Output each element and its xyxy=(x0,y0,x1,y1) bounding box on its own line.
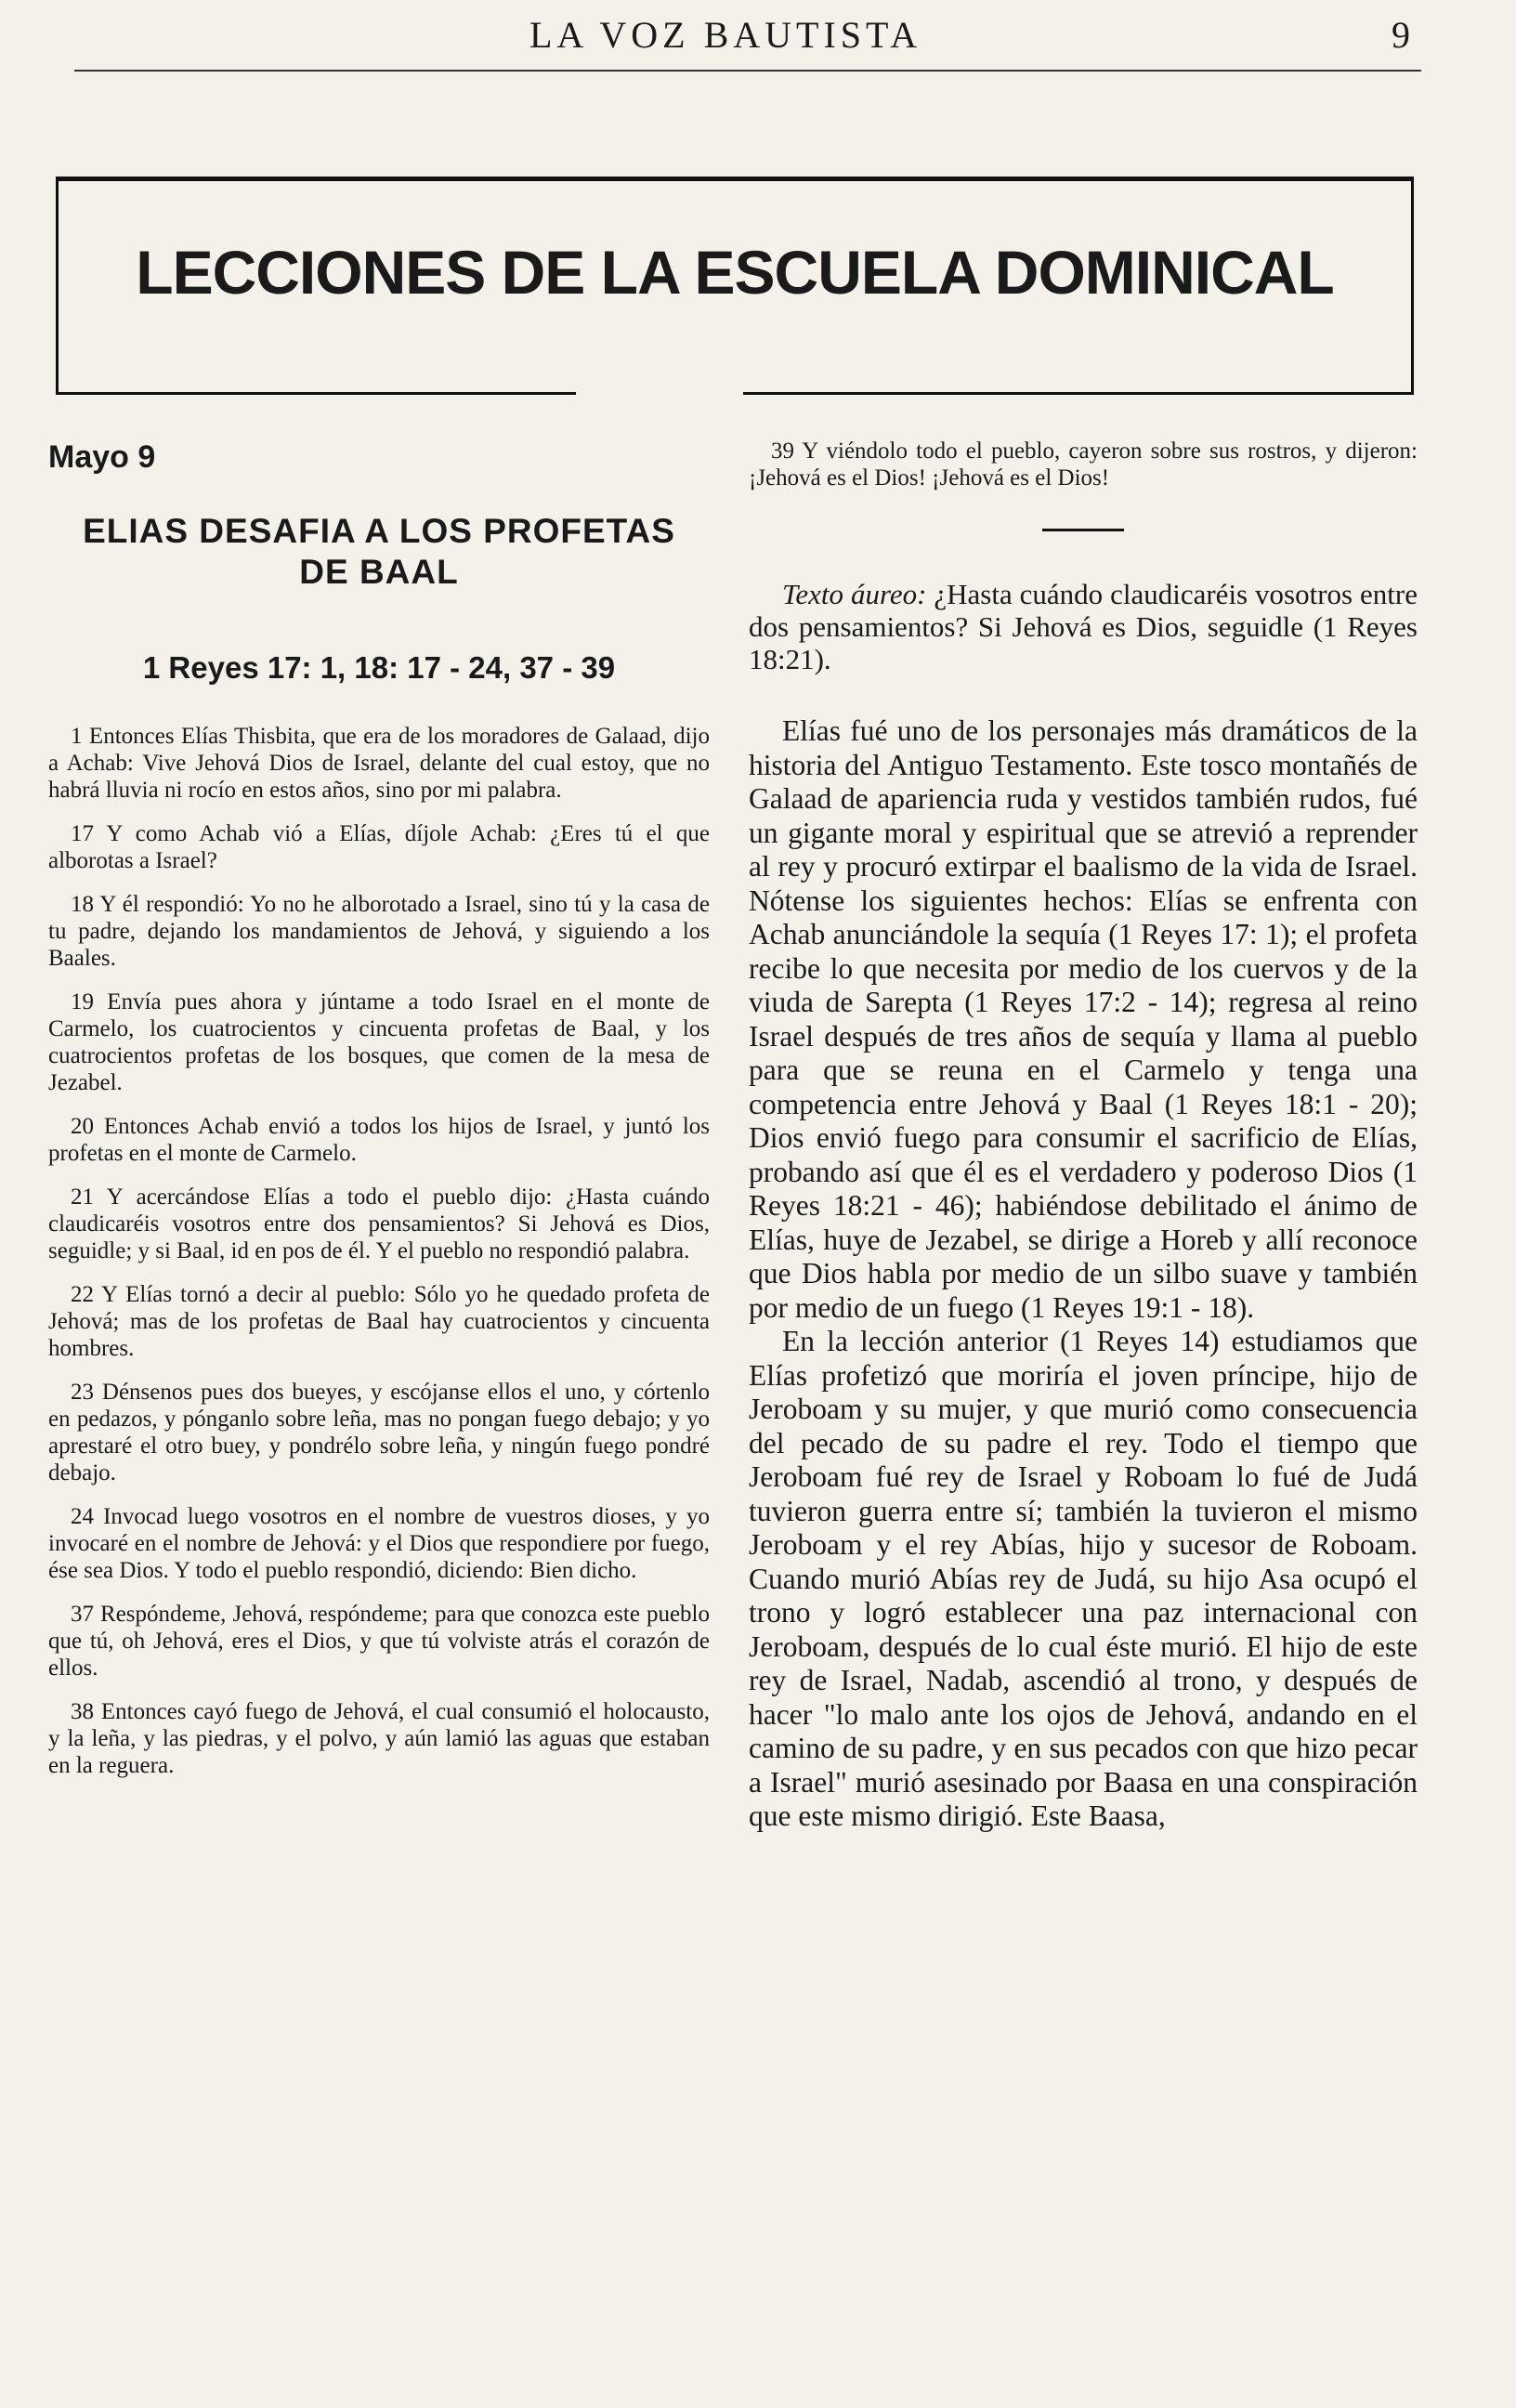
verse-23: 23 Dénsenos pues dos bueyes, y escójanse ellos el uno, y córtenlo en pedazos, y pónganlo sobre leña, mas no pongan fuego debajo; y yo aprestaré el otro buey, y pondrélo sobre leña, y ningún fuego pondré debajo. xyxy=(48,1380,710,1485)
lesson-title xyxy=(48,511,710,593)
verse-19: 19 Envía pues ahora y júntame a todo Israel en el monte de Carmelo, los cuatrocientos y cincuenta profetas de Baal, y los cuatrocientos profetas de los bosques, que comen de la mesa de Jezabel. xyxy=(48,989,710,1095)
box-bottom-rule-left xyxy=(56,392,576,395)
section-title: LECCIONES DE LA ESCUELA DOMINICAL xyxy=(136,238,1334,307)
section-title-box xyxy=(56,177,1414,392)
lesson-title-line-1: ELIAS DESAFIA A LOS PROFETAS xyxy=(83,512,675,550)
box-bottom-rule-right xyxy=(743,392,1414,395)
commentary-paragraph-2: En la lección anterior (1 Reyes 14) estudiamos que Elías profetizó que moriría el joven príncipe, hijo de Jeroboam y su mujer, y que murió como consecuencia del pecado de su padre el rey. Todo el tiempo que Jeroboam fué rey de Israel y Roboam lo fué de Judá tuvieron guerra entre sí; también la tuvieron el mismo Jeroboam y el rey Abías, hijo y sucesor de Roboam. Cuando murió Abías rey de Judá, su hijo Asa ocupó el trono y logró establecer una paz internacional con Jeroboam, después de lo cual éste murió. El hijo de este rey de Israel, Nadab, ascendió al trono, y después de hacer "lo malo ante los ojos de Jehová, andando en el camino de su padre, y en sus pecados con que hizo pecar a Israel" murió asesinado por Baasa en una conspiración que este mismo dirigió. Este Baasa, xyxy=(749,1325,1418,1832)
separator-rule xyxy=(1042,529,1124,531)
verse-list xyxy=(48,723,710,1779)
verse-22: 22 Y Elías tornó a decir al pueblo: Sólo yo he quedado profeta de Jehová; mas de los profetas de Baal hay cuatrocientos y cincuenta hombres. xyxy=(48,1282,710,1361)
lesson-date: Mayo 9 xyxy=(48,439,156,475)
verse-20: 20 Entonces Achab envió a todos los hijos de Israel, y juntó los profetas en el monte de Carmelo. xyxy=(48,1114,710,1166)
page-number: 9 xyxy=(1392,14,1410,56)
verse-24: 24 Invocad luego vosotros en el nombre de vuestros dioses, y yo invocaré en el nombre de Jehová: y el Dios que respondiere por fuego, ése sea Dios. Y todo el pueblo respondió, diciendo: Bien dicho. xyxy=(48,1504,710,1583)
verse-37: 37 Respóndeme, Jehová, respóndeme; para que conozca este pueblo que tú, oh Jehová, eres el Dios, y que tú volviste atrás el corazón de ellos. xyxy=(48,1602,710,1681)
verse-39: 39 Y viéndolo todo el pueblo, cayeron sobre sus rostros, y dijeron: ¡Jehová es el Dios! ¡Jehová es el Dios! xyxy=(749,438,1418,491)
running-title: LA VOZ BAUTISTA xyxy=(529,14,922,56)
verse-17: 17 Y como Achab vió a Elías, díjole Achab: ¿Eres tú el que alborotas a Israel? xyxy=(48,821,710,873)
right-column xyxy=(749,423,1418,1834)
header-rule xyxy=(74,70,1421,72)
commentary-paragraph-1: Elías fué uno de los personajes más dramáticos de la historia del Antiguo Testamento. Este tosco montañés de Galaad de apariencia ruda y vestidos también rudos, fué un gigante moral y espiritual que se atrevió a reprender al rey y procuró extirpar el baalismo de la vida de Israel. Nótense los siguientes hechos: Elías se enfrenta con Achab anunciándole la sequía (1 Reyes 17: 1); el profeta recibe lo que necesita por medio de los cuervos y de la viuda de Sarepta (1 Reyes 17:2 - 14); regresa al reino Israel después de tres años de sequía y llama al pueblo para que se reuna en el Carmelo y tenga una competencia entre Jehová y Baal (1 Reyes 18:1 - 20); Dios envió fuego para consumir el sacrificio de Elías, probando así que él es el verdadero y poderoso Dios (1 Reyes 18:21 - 46); habiéndose debilitado el ánimo de Elías, huye de Jezabel, se dirige a Horeb y allí reconoce que Dios habla por medio de un silbo suave y también por medio de un fuego (1 Reyes 19:1 - 18). xyxy=(749,714,1418,1324)
verse-18: 18 Y él respondió: Yo no he alborotado a Israel, sino tú y la casa de tu padre, dejando los mandamientos de Jehová, y siguiendo a los Baales. xyxy=(48,892,710,971)
verse-1: 1 Entonces Elías Thisbita, que era de los moradores de Galaad, dijo a Achab: Vive Jehová Dios de Israel, delante del cual estoy, que no habrá lluvia ni rocío en estos años, sino por mi palabra. xyxy=(48,724,710,803)
scripture-reference: 1 Reyes 17: 1, 18: 17 - 24, 37 - 39 xyxy=(142,650,616,685)
golden-text-label: Texto áureo: xyxy=(782,578,927,610)
lesson-title-line-2: DE BAAL xyxy=(299,553,459,591)
left-column xyxy=(48,423,710,1796)
verse-21: 21 Y acercándose Elías a todo el pueblo dijo: ¿Hasta cuándo claudicaréis vosotros entre dos pensamientos? Si Jehová es Dios, seguidle; y si Baal, id en pos de él. Y el pueblo no respondió palabra. xyxy=(48,1184,710,1263)
running-head xyxy=(0,13,1516,59)
golden-text xyxy=(749,578,1418,675)
golden-text-body: ¿Hasta cuándo claudicaréis vosotros entre dos pensamientos? Si Jehová es Dios, seguidle (1 Reyes 18:21). xyxy=(749,578,1418,675)
verse-38: 38 Entonces cayó fuego de Jehová, el cual consumió el holocausto, y la leña, y las piedras, y el polvo, y aún lamió las aguas que estaban en la reguera. xyxy=(48,1699,710,1778)
